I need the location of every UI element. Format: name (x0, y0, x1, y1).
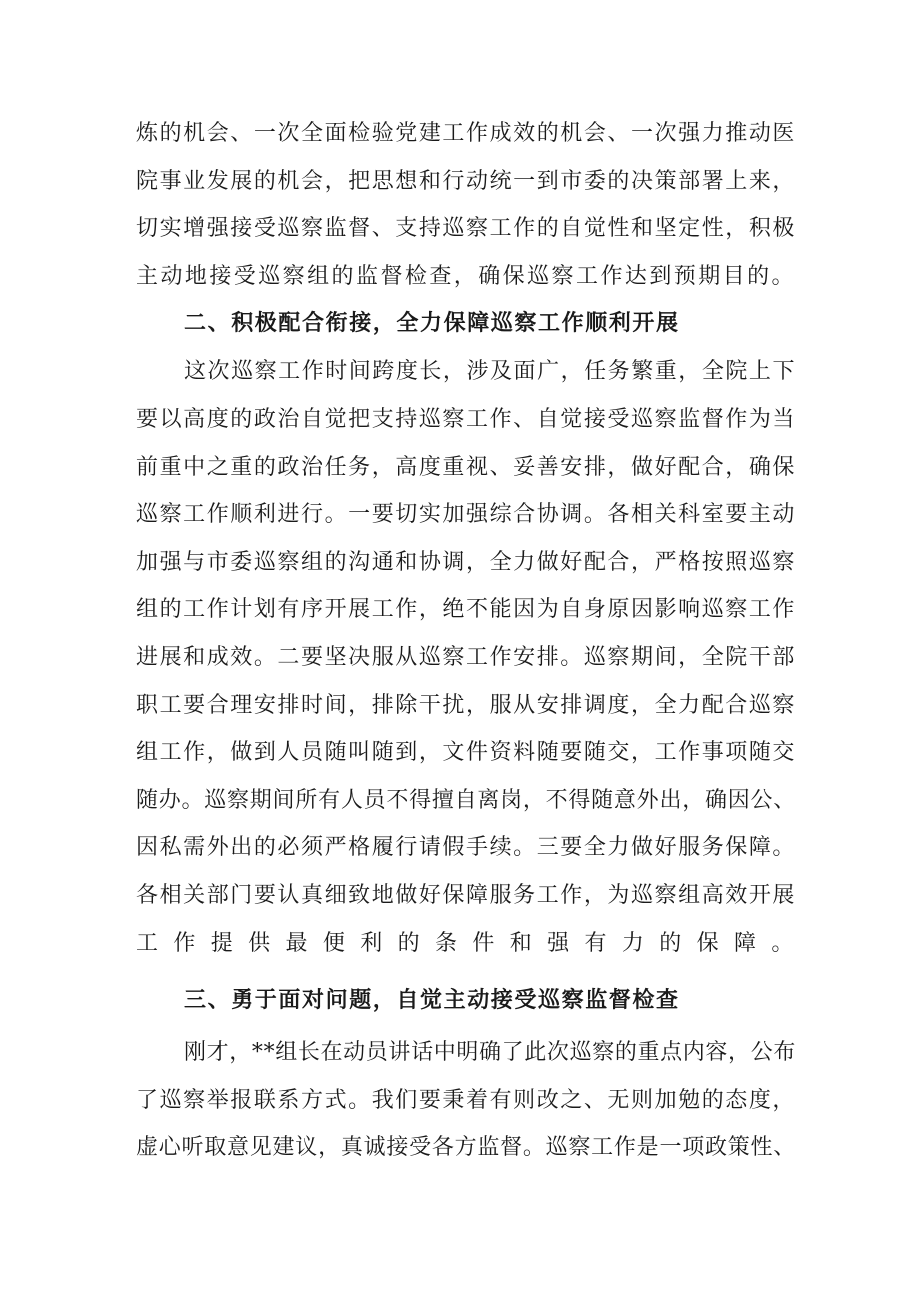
text-line: 前重中之重的政治任务，高度重视、妥善安排，做好配合，确保 (136, 454, 796, 480)
document-page (136, 110, 796, 1172)
text-line: 各相关部门要认真细致地做好保障服务工作，为巡察组高效开展 (136, 882, 796, 908)
paragraph-2 (136, 348, 796, 967)
text-line: 这次巡察工作时间跨度长，涉及面广，任务繁重，全院上下 (184, 359, 796, 385)
text-line: 刚才，**组长在动员讲话中明确了此次巡察的重点内容，公布 (184, 1040, 796, 1066)
text-line: 主动地接受巡察组的监督检查，确保巡察工作达到预期目的。 (136, 263, 796, 289)
text-line: 加强与市委巡察组的沟通和协调，全力做好配合，严格按照巡察 (136, 549, 796, 575)
text-line: 院事业发展的机会，把思想和行动统一到市委的决策部署上来， (136, 168, 796, 194)
text-line: 要以高度的政治自觉把支持巡察工作、自觉接受巡察监督作为当 (136, 406, 796, 432)
text-line: 因私需外出的必须严格履行请假手续。三要全力做好服务保障。 (136, 835, 796, 861)
text-line: 职工要合理安排时间，排除干扰，服从安排调度，全力配合巡察 (136, 692, 796, 718)
paragraph-3 (136, 1029, 796, 1172)
text-line: 炼的机会、一次全面检验党建工作成效的机会、一次强力推动医 (136, 121, 796, 146)
paragraph-1 (136, 110, 796, 300)
text-line: 随办。巡察期间所有人员不得擅自离岗，不得随意外出，确因公、 (136, 787, 796, 813)
text-line: 虚心听取意见建议，真诚接受各方监督。巡察工作是一项政策性、 (136, 1135, 796, 1161)
text-line: 切实增强接受巡察监督、支持巡察工作的自觉性和坚定性，积极 (136, 216, 796, 242)
text-line: 组工作，做到人员随叫随到，文件资料随要随交，工作事项随交 (136, 740, 796, 766)
text-line: 组的工作计划有序开展工作，绝不能因为自身原因影响巡察工作 (136, 597, 796, 623)
section-heading-3: 三、勇于面对问题，自觉主动接受巡察监督检查 (184, 988, 680, 1014)
text-line: 工作提供最便利的条件和强有力的保障。 (136, 930, 796, 956)
text-line: 进展和成效。二要坚决服从巡察工作安排。巡察期间，全院干部 (136, 644, 796, 670)
text-line: 了巡察举报联系方式。我们要秉着有则改之、无则加勉的态度， (136, 1087, 796, 1113)
text-line: 巡察工作顺利进行。一要切实加强综合协调。各相关科室要主动 (136, 502, 796, 528)
section-heading-2: 二、积极配合衔接，全力保障巡察工作顺利开展 (184, 311, 680, 337)
